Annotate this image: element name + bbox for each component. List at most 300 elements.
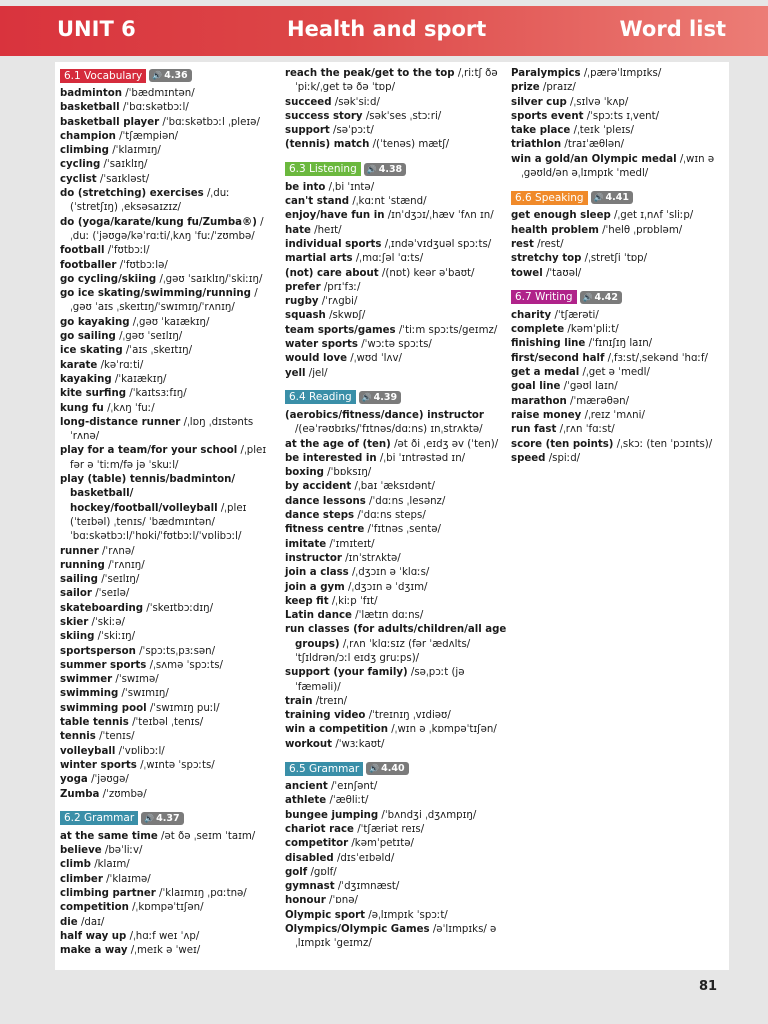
pronunciation: /ˌstretʃi ˈtɒp/	[584, 253, 648, 265]
pronunciation: /ˈdɑːns steps/	[357, 510, 426, 522]
word-entry	[511, 423, 726, 437]
word: raise money	[511, 409, 582, 421]
word: competitor	[285, 838, 349, 850]
word: silver cup	[511, 96, 567, 108]
word-entry	[60, 359, 278, 373]
word-entry	[285, 409, 507, 438]
word: run fast	[511, 424, 557, 436]
pronunciation: /bəˈliːv/	[104, 845, 143, 857]
word: kung fu	[60, 402, 104, 414]
word: chariot race	[285, 823, 354, 835]
pronunciation: /treɪn/	[315, 695, 348, 707]
word-entry	[285, 466, 507, 480]
pronunciation: /ˌpærəˈlɪmpɪks/	[583, 68, 662, 79]
word: bungee jumping	[285, 809, 379, 821]
pronunciation: /ˌrʌn ˈklɑːsɪz (fər ˈædʌlts/ ˈtʃɪldrən/ɔːl eɪdʒ gruːps)/	[295, 638, 471, 664]
word-entry	[285, 324, 507, 338]
word: train	[285, 695, 313, 707]
word-entry	[285, 367, 507, 381]
pronunciation: /ˈbædmɪntən/	[125, 88, 195, 99]
word: marathon	[511, 395, 567, 407]
word-entry	[285, 124, 507, 138]
word-entry	[285, 252, 507, 266]
pronunciation: /traɪˈæθlən/	[564, 139, 625, 151]
word-entry	[511, 395, 726, 409]
word-entry	[511, 67, 726, 81]
word: half way up	[60, 930, 127, 942]
word-entry	[60, 87, 278, 101]
word-entry	[511, 323, 726, 337]
word-entry	[60, 759, 278, 773]
word: play for a team/for your school	[60, 445, 238, 457]
word: karate	[60, 359, 98, 371]
word-entry	[60, 173, 278, 187]
pronunciation: /əˈlɪmpɪks/ əˌlɪmpɪk ˈgeɪmz/	[295, 924, 497, 950]
pronunciation: /ˌsʌmə ˈspɔːts/	[149, 659, 223, 671]
word: sportsperson	[60, 645, 136, 657]
pronunciation: /ˈklaɪmɪŋ ˌpɑːtnə/	[159, 888, 247, 900]
pronunciation: /ˈbɑːskətbɔːl ˌpleɪə/	[162, 116, 260, 128]
pronunciation: /ˈfɪnɪʃɪŋ laɪn/	[588, 338, 653, 350]
section-label: 6.1 Vocabulary	[60, 69, 146, 83]
section-heading	[285, 161, 507, 178]
pronunciation: /ˈkaɪækɪŋ/	[114, 373, 167, 385]
word-entry	[60, 616, 278, 630]
pronunciation: /ˈbɒksɪŋ/	[327, 467, 372, 479]
word-entry	[285, 823, 507, 837]
word: complete	[511, 324, 565, 336]
word-entry	[285, 224, 507, 238]
word: Olympics/Olympic Games	[285, 924, 430, 936]
word-entry	[60, 930, 278, 944]
pronunciation: /səˈpɔːt/	[333, 125, 374, 137]
audio-track-number: 4.36	[164, 70, 188, 81]
word: martial arts	[285, 253, 353, 265]
audio-track-number: 4.38	[378, 163, 403, 175]
word-entry	[285, 809, 507, 823]
word: boxing	[285, 467, 324, 479]
word-list-label: Word list	[619, 17, 726, 41]
word: winter sports	[60, 759, 137, 771]
word-entry	[60, 630, 278, 644]
word: finishing line	[511, 338, 586, 350]
word-entry	[511, 380, 726, 394]
word-entry	[60, 916, 278, 930]
word: climbing	[60, 145, 109, 157]
pronunciation: /ˈswɪmə/	[115, 674, 159, 686]
pronunciation: /ˈwɔːtə spɔːts/	[361, 339, 432, 351]
section-heading	[511, 289, 726, 306]
word: basketball player	[60, 116, 160, 128]
pronunciation: /praɪz/	[542, 82, 576, 94]
word-entry	[285, 852, 507, 866]
word: at the same time	[60, 830, 158, 842]
word-entry	[60, 158, 278, 172]
pronunciation: /ˈdʒɪmnæst/	[337, 881, 400, 893]
word-entry	[60, 373, 278, 387]
audio-track-button[interactable]	[364, 163, 406, 176]
pronunciation: /ət ði ˌeɪdʒ əv (ˈten)/	[394, 438, 499, 450]
pronunciation: /ˌkɒmpəˈtɪʃən/	[132, 902, 204, 914]
pronunciation: /prɪˈfɜː/	[323, 281, 361, 293]
word: kite surfing	[60, 388, 127, 400]
word: kayaking	[60, 373, 112, 385]
section-heading	[511, 189, 726, 206]
pronunciation: /ˌriːtʃ ðə ˈpiːk/ˌget tə ðə ˈtɒp/	[295, 68, 498, 94]
word-entry	[285, 923, 507, 952]
word: sailing	[60, 574, 98, 586]
section-heading	[285, 389, 507, 406]
pronunciation: /ˈfʊtbɔːlə/	[119, 259, 168, 271]
word: footballer	[60, 259, 117, 271]
word: sailor	[60, 588, 92, 600]
pronunciation: /ˌmeɪk ə ˈweɪ/	[130, 945, 201, 957]
word-entry	[60, 645, 278, 659]
pronunciation: /ˌteɪk ˈpleɪs/	[573, 125, 634, 137]
word: running	[60, 559, 105, 571]
word: football	[60, 245, 105, 257]
word: badminton	[60, 88, 122, 99]
word-entry	[511, 224, 726, 238]
pronunciation: /ˌhɑːf weɪ ˈʌp/	[129, 930, 200, 942]
word-entry	[60, 673, 278, 687]
word-entry	[511, 81, 726, 95]
word: stretchy top	[511, 253, 582, 265]
word-entry	[285, 295, 507, 309]
word-entry	[285, 780, 507, 794]
pronunciation: /ˌpleɪ fər ə ˈtiːm/fə jə ˈskuːl/	[70, 445, 267, 471]
audio-track-number: 4.41	[605, 192, 629, 204]
word: swimmer	[60, 674, 113, 686]
word-entry	[285, 181, 507, 195]
word-list-page	[55, 62, 729, 970]
word: get enough sleep	[511, 210, 611, 222]
page-number: 81	[699, 979, 718, 994]
pronunciation: /ˌfɜːst/ˌsekənd ˈhɑːf/	[607, 352, 708, 364]
word: towel	[511, 267, 543, 279]
pronunciation: /skwɒʃ/	[329, 310, 366, 322]
pronunciation: /gɒlf/	[310, 866, 337, 878]
pronunciation: /ˌgəʊ ˈaɪs ˌskeɪtɪŋ/ˈswɪmɪŋ/ˈrʌnɪŋ/	[70, 288, 258, 314]
word-entry	[60, 559, 278, 573]
word-entry	[60, 858, 278, 872]
pronunciation: /dɪsˈeɪbəld/	[336, 852, 395, 864]
section-heading	[285, 760, 507, 777]
pronunciation: /ˌmɑːʃəl ˈɑːts/	[355, 253, 424, 265]
word-entry	[511, 153, 726, 182]
pronunciation: /ˌreɪz ˈmʌni/	[584, 409, 645, 421]
word-entry	[285, 894, 507, 908]
section-label: 6.3 Listening	[285, 162, 361, 176]
word: skateboarding	[60, 602, 144, 614]
word: skiing	[60, 631, 95, 643]
word: imitate	[285, 538, 327, 550]
pronunciation: /ˌkɑːnt ˈstænd/	[352, 196, 427, 208]
word-entry	[60, 273, 278, 287]
pronunciation: /rest/	[537, 238, 564, 250]
pronunciation: /ˌkiːp ˈfɪt/	[331, 595, 378, 607]
word: be into	[285, 181, 326, 193]
word-entry	[60, 602, 278, 616]
pronunciation: /ˈrʌgbi/	[321, 296, 358, 308]
pronunciation: /ˈgəʊl laɪn/	[563, 381, 618, 393]
word: rest	[511, 238, 534, 250]
pronunciation: /ˌlɒŋ ˌdɪstənts ˈrʌnə/	[70, 416, 254, 443]
pronunciation: /ˈeɪnʃənt/	[330, 781, 378, 793]
word-entry	[60, 144, 278, 158]
word-entry	[511, 452, 726, 466]
word-entry	[285, 723, 507, 737]
unit-title: Health and sport	[287, 17, 487, 41]
word-entry	[511, 124, 726, 138]
pronunciation: /ˈhelθ ˌprɒbləm/	[602, 224, 683, 236]
word: volleyball	[60, 745, 116, 757]
word: first/second half	[511, 352, 605, 364]
word: score (ten points)	[511, 438, 614, 450]
word: climbing partner	[60, 888, 156, 900]
word-entry	[60, 259, 278, 273]
word-entry	[60, 387, 278, 401]
pronunciation: /ˌwɪntə ˈspɔːts/	[140, 759, 215, 771]
pronunciation: /ˈaɪs ˌskeɪtɪŋ/	[125, 345, 193, 357]
pronunciation: /ˈmærəθən/	[570, 395, 630, 407]
pronunciation: /kəˈrɑːti/	[100, 359, 144, 371]
word: dance steps	[285, 510, 355, 522]
pronunciation: /ˌkʌŋ ˈfuː/	[107, 402, 155, 414]
word: competition	[60, 902, 129, 914]
word-entry	[285, 552, 507, 566]
word-entry	[511, 352, 726, 366]
word: go kayaking	[60, 316, 130, 328]
pronunciation: /ˌbaɪ ˈæksɪdənt/	[354, 481, 435, 493]
word-entry	[60, 887, 278, 901]
pronunciation: /ˈswɪmɪŋ/	[121, 688, 169, 700]
pronunciation: /ˈklaɪmə/	[106, 873, 151, 885]
pronunciation: /ˈvɒlibɔːl/	[118, 745, 165, 757]
section-label: 6.5 Grammar	[285, 762, 363, 776]
word: be interested in	[285, 452, 377, 464]
word: gymnast	[285, 881, 335, 893]
pronunciation: /ˈɒnə/	[329, 895, 358, 907]
word: hate	[285, 224, 311, 236]
section-heading	[60, 810, 278, 827]
audio-track-number: 4.40	[381, 763, 405, 775]
audio-track-button[interactable]	[149, 69, 191, 82]
word: disabled	[285, 852, 334, 864]
word-entry	[60, 716, 278, 730]
word-entry	[511, 438, 726, 452]
pronunciation: /ˌgəʊ ˈkaɪækɪŋ/	[132, 316, 210, 328]
audio-track-button[interactable]	[591, 191, 633, 204]
word-entry	[285, 880, 507, 894]
word-entry	[60, 587, 278, 601]
word-entry	[60, 130, 278, 144]
pronunciation: /ˈspɔːts ɪˌvent/	[586, 110, 660, 122]
word-entry	[60, 416, 278, 445]
word-entry	[285, 209, 507, 223]
pronunciation: /ˈzʊmbə/	[102, 788, 147, 800]
word: win a competition	[285, 724, 388, 736]
word-entry	[60, 844, 278, 858]
pronunciation: /ˈseɪlə/	[95, 588, 130, 600]
word-entry	[285, 452, 507, 466]
word-entry	[285, 794, 507, 808]
word-entry	[60, 101, 278, 115]
word-entry	[285, 909, 507, 923]
pronunciation: /ˌwɪn ə ˌkɒmpəˈtɪʃən/	[391, 724, 497, 736]
word: cyclist	[60, 173, 97, 185]
word-entry	[60, 187, 278, 216]
pronunciation: /jel/	[308, 367, 328, 379]
word-entry	[60, 702, 278, 716]
word: long-distance runner	[60, 416, 181, 428]
pronunciation: /ˈskiːə/	[91, 616, 125, 628]
word: can't stand	[285, 196, 350, 208]
pronunciation: /ˈspɔːtsˌpɜːsən/	[139, 645, 216, 657]
page-header	[0, 6, 768, 56]
pronunciation: /ˌsɪlvə ˈkʌp/	[570, 96, 629, 108]
audio-track-button[interactable]	[580, 291, 622, 304]
word-entry	[60, 316, 278, 330]
pronunciation: /spiːd/	[548, 452, 581, 464]
word: skier	[60, 616, 89, 628]
word-entry	[285, 581, 507, 595]
word-entry	[285, 195, 507, 209]
pronunciation: /ˌduː (ˈjəʊgə/kəˈrɑːti/ˌkʌŋ ˈfuː/ˈzʊmbə/	[70, 216, 264, 242]
pronunciation: /səkˈsiːd/	[334, 96, 380, 108]
word-entry	[285, 138, 507, 152]
pronunciation: /ˈlætɪn dɑːns/	[355, 610, 424, 622]
word: do (stretching) exercises	[60, 188, 204, 200]
word-entry	[285, 695, 507, 709]
word: take place	[511, 125, 571, 137]
speaker-icon: 🔊	[582, 292, 593, 302]
word: swimming pool	[60, 702, 147, 714]
word: individual sports	[285, 238, 382, 250]
pronunciation: /ˌbi ˈɪntrəstəd ɪn/	[379, 452, 466, 464]
pronunciation: /(nɒt) keər əˈbaʊt/	[381, 267, 475, 279]
word: cycling	[60, 159, 101, 171]
word-entry	[285, 309, 507, 323]
pronunciation: /(eəˈrəʊbɪks/ˈfɪtnəs/dɑːns) ɪnˌstrʌktə/	[295, 424, 483, 436]
pronunciation: /ˌrʌn ˈfɑːst/	[559, 424, 615, 436]
word: training video	[285, 710, 366, 722]
speaker-icon: 🔊	[366, 164, 377, 174]
word: (not) care about	[285, 267, 379, 279]
pronunciation: /kəmˈpetɪtə/	[351, 838, 414, 850]
pronunciation: /daɪ/	[80, 916, 105, 928]
pronunciation: /ˌdʒɔɪn ə ˈdʒɪm/	[348, 581, 428, 593]
word: run classes (for adults/children/all age groups)	[285, 624, 507, 650]
word: Olympic sport	[285, 909, 366, 921]
audio-track-number: 4.39	[373, 391, 398, 403]
word-entry	[285, 709, 507, 723]
word-entry	[285, 538, 507, 552]
word: believe	[60, 845, 102, 857]
pronunciation: /ˈwɜːkaʊt/	[335, 738, 385, 750]
word: charity	[511, 309, 552, 321]
pronunciation: /ˈskeɪtbɔːdɪŋ/	[146, 602, 214, 614]
word-entry	[511, 409, 726, 423]
word: honour	[285, 895, 326, 907]
word-entry	[511, 267, 726, 281]
pronunciation: /ˈtʃæmpiən/	[119, 130, 179, 142]
word: Latin dance	[285, 610, 352, 622]
speaker-icon: 🔊	[152, 71, 163, 80]
word: squash	[285, 310, 326, 322]
pronunciation: /ˈtreɪnɪŋ ˌvɪdiəʊ/	[368, 710, 451, 722]
word: keep fit	[285, 595, 329, 607]
word-entry	[285, 595, 507, 609]
word: rugby	[285, 296, 319, 308]
word-entry	[511, 366, 726, 380]
pronunciation: /ˌdʒɔɪn ə ˈklɑːs/	[352, 567, 430, 579]
word: climber	[60, 873, 103, 885]
word-entry	[285, 438, 507, 452]
word: ice skating	[60, 345, 123, 357]
word-entry	[511, 209, 726, 223]
word: go ice skating/swimming/running	[60, 288, 251, 300]
word-entry	[285, 566, 507, 580]
unit-label: UNIT 6	[57, 17, 136, 41]
word: speed	[511, 452, 546, 464]
audio-track-button[interactable]	[141, 812, 183, 825]
word-entry	[60, 773, 278, 787]
pronunciation: /ˈjəʊgə/	[91, 774, 129, 786]
pronunciation: /əˌlɪmpɪk ˈspɔːt/	[368, 909, 448, 921]
word: succeed	[285, 96, 332, 108]
column-2	[285, 67, 507, 952]
pronunciation: /ˈfɪtnəs ˌsentə/	[367, 524, 441, 536]
pronunciation: /ˌgəʊ ˈsaɪklɪŋ/ˈskiːɪŋ/	[159, 273, 263, 285]
word-entry	[511, 252, 726, 266]
word: instructor	[285, 552, 342, 564]
word: swimming	[60, 688, 119, 700]
pronunciation: /klaɪm/	[94, 859, 130, 871]
word-entry	[285, 623, 507, 666]
word-entry	[285, 495, 507, 509]
word-entry	[285, 609, 507, 623]
audio-track-button[interactable]	[366, 762, 408, 775]
pronunciation: /(ˈtenəs) mætʃ/	[372, 139, 450, 151]
pronunciation: /ˌɪndəˈvɪdʒuəl spɔːts/	[384, 238, 492, 250]
word-entry	[285, 666, 507, 695]
word-entry	[285, 267, 507, 281]
section-label: 6.4 Reading	[285, 390, 356, 404]
word: (aerobics/fitness/dance) instructor	[285, 409, 484, 421]
pronunciation: /ˈɪmɪteɪt/	[329, 538, 375, 550]
word-entry	[285, 480, 507, 494]
word-entry	[511, 96, 726, 110]
word: basketball	[60, 102, 120, 114]
word: tennis	[60, 731, 96, 743]
column-3	[511, 67, 726, 466]
section-label: 6.2 Grammar	[60, 811, 138, 825]
word-entry	[285, 866, 507, 880]
pronunciation: /ˈtaʊəl/	[545, 267, 582, 279]
word-entry	[60, 473, 278, 544]
word-entry	[60, 659, 278, 673]
pronunciation: /ˈklaɪmɪŋ/	[112, 145, 161, 157]
pronunciation: /ɪnˈstrʌktə/	[345, 552, 401, 564]
word: summer sports	[60, 659, 147, 671]
pronunciation: /ˌwɪn ə ˌgəʊld/ən əˌlɪmpɪk ˈmedl/	[521, 153, 715, 180]
pronunciation: /ˈrʌnə/	[101, 545, 135, 557]
pronunciation: /səkˈses ˌstɔːri/	[365, 110, 442, 122]
word-entry	[60, 687, 278, 701]
word: yoga	[60, 774, 88, 786]
audio-track-button[interactable]	[359, 391, 401, 404]
